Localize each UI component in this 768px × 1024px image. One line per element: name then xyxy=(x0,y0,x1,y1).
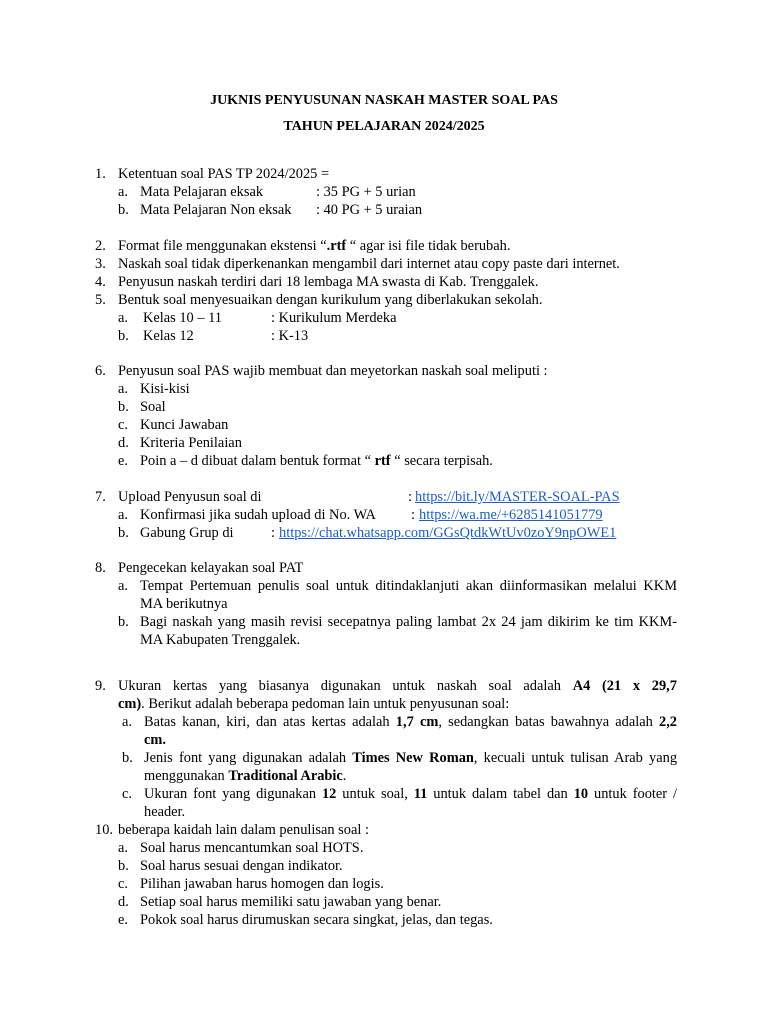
upload-link[interactable]: https://bit.ly/MASTER-SOAL-PAS xyxy=(415,489,620,505)
item-letter: e. xyxy=(118,453,128,469)
section-text: Penyusun naskah terdiri dari 18 lembaga MA swasta di Kab. Trenggalek. xyxy=(118,274,539,290)
item-letter: b. xyxy=(118,202,129,218)
section-text: Ketentuan soal PAS TP 2024/2025 = xyxy=(118,166,330,182)
list-item: Pokok soal harus dirumuskan secara singkat, jelas, dan tegas. xyxy=(140,912,493,928)
item-letter: a. xyxy=(122,714,132,730)
section-text: beberapa kaidah lain dalam penulisan soal : xyxy=(118,822,369,838)
section-number: 2. xyxy=(95,238,106,254)
item-letter: a. xyxy=(118,507,128,523)
item-label: Mata Pelajaran Non eksak xyxy=(140,202,292,218)
item-text-line: menggunakan Traditional Arabic. xyxy=(144,768,347,784)
section-number: 3. xyxy=(95,256,106,272)
item-letter: b. xyxy=(118,328,129,344)
item-text-line: MA berikutnya xyxy=(140,596,228,612)
colon: : xyxy=(408,489,412,505)
item-letter: c. xyxy=(122,786,132,802)
section-number: 1. xyxy=(95,166,106,182)
item-letter: b. xyxy=(122,750,133,766)
whatsapp-link[interactable]: https://wa.me/+6285141051779 xyxy=(419,507,603,523)
colon: : xyxy=(271,525,275,541)
item-text-line: cm. xyxy=(144,732,166,748)
list-item: Kisi-kisi xyxy=(140,381,190,397)
item-text-line: MA Kabupaten Trenggalek. xyxy=(140,632,301,648)
section-number: 8. xyxy=(95,560,106,576)
section-text: Bentuk soal menyesuaikan dengan kurikulum yang diberlakukan sekolah. xyxy=(118,292,543,308)
section-number: 10. xyxy=(95,822,113,838)
document-title: JUKNIS PENYUSUNAN NASKAH MASTER SOAL PAS xyxy=(210,93,558,108)
item-letter: d. xyxy=(118,894,129,910)
section-number: 6. xyxy=(95,363,106,379)
section-number: 7. xyxy=(95,489,106,505)
list-item: Soal harus sesuai dengan indikator. xyxy=(140,858,343,874)
item-value: : K-13 xyxy=(271,328,309,344)
section-text-line: cm). Berikut adalah beberapa pedoman lain untuk penyusunan soal: xyxy=(118,696,510,712)
item-letter: b. xyxy=(118,399,129,415)
colon: : xyxy=(411,507,415,523)
section-text: Naskah soal tidak diperkenankan mengambil dari internet atau copy paste dari internet. xyxy=(118,256,620,272)
item-text-line: Jenis font yang digunakan adalah Times New Roman, kecuali untuk tulisan Arab yang xyxy=(144,750,678,766)
item-value: : Kurikulum Merdeka xyxy=(271,310,397,326)
item-text-line: Batas kanan, kiri, dan atas kertas adalah 1,7 cm, sedangkan batas bawahnya adalah 2,2 xyxy=(144,714,678,730)
item-label: Kelas 10 – 11 xyxy=(143,310,223,326)
item-label: Mata Pelajaran eksak xyxy=(140,184,264,200)
item-letter: a. xyxy=(118,578,128,594)
list-item: Soal xyxy=(140,399,166,415)
item-text-line: Ukuran font yang digunakan 12 untuk soal, 11 untuk dalam tabel dan 10 untuk footer / xyxy=(144,786,678,802)
item-letter: b. xyxy=(118,858,129,874)
item-letter: c. xyxy=(118,417,128,433)
item-letter: a. xyxy=(118,184,128,200)
item-letter: e. xyxy=(118,912,128,928)
item-text-line: Tempat Pertemuan penulis soal untuk ditindaklanjuti akan diinformasikan melalui KKM xyxy=(140,578,677,594)
item-letter: d. xyxy=(118,435,129,451)
item-label: Kelas 12 xyxy=(143,328,194,344)
item-label: Konfirmasi jika sudah upload di No. WA xyxy=(140,507,376,523)
item-letter: a. xyxy=(118,840,128,856)
section-text-line: Ukuran kertas yang biasanya digunakan untuk naskah soal adalah A4 (21 x 29,7 xyxy=(118,678,677,694)
item-letter: b. xyxy=(118,525,129,541)
item-value: : 35 PG + 5 urian xyxy=(316,184,416,200)
list-item: Poin a – d dibuat dalam bentuk format “ rtf “ secara terpisah. xyxy=(140,453,493,469)
item-label: Gabung Grup di xyxy=(140,525,234,541)
section-number: 5. xyxy=(95,292,106,308)
list-item: Kriteria Penilaian xyxy=(140,435,242,451)
section-number: 4. xyxy=(95,274,106,290)
item-letter: c. xyxy=(118,876,128,892)
list-item: Kunci Jawaban xyxy=(140,417,229,433)
item-text-line: header. xyxy=(144,804,186,820)
list-item: Setiap soal harus memiliki satu jawaban yang benar. xyxy=(140,894,442,910)
item-letter: b. xyxy=(118,614,129,630)
item-letter: a. xyxy=(118,310,128,326)
item-letter: a. xyxy=(118,381,128,397)
document-subtitle: TAHUN PELAJARAN 2024/2025 xyxy=(283,119,485,134)
list-item: Soal harus mencantumkan soal HOTS. xyxy=(140,840,364,856)
list-item: Pilihan jawaban harus homogen dan logis. xyxy=(140,876,384,892)
item-value: : 40 PG + 5 uraian xyxy=(316,202,423,218)
section-text: Pengecekan kelayakan soal PAT xyxy=(118,560,304,576)
section-text: Format file menggunakan ekstensi “.rtf “ agar isi file tidak berubah. xyxy=(118,238,511,254)
section-text: Upload Penyusun soal di xyxy=(118,489,262,505)
section-number: 9. xyxy=(95,678,106,694)
item-text-line: Bagi naskah yang masih revisi secepatnya paling lambat 2x 24 jam dikirim ke tim KKM- xyxy=(140,614,677,630)
section-text: Penyusun soal PAS wajib membuat dan meyetorkan naskah soal meliputi : xyxy=(118,363,548,379)
whatsapp-group-link[interactable]: https://chat.whatsapp.com/GGsQtdkWtUv0zoY9npOWE1 xyxy=(279,525,617,541)
